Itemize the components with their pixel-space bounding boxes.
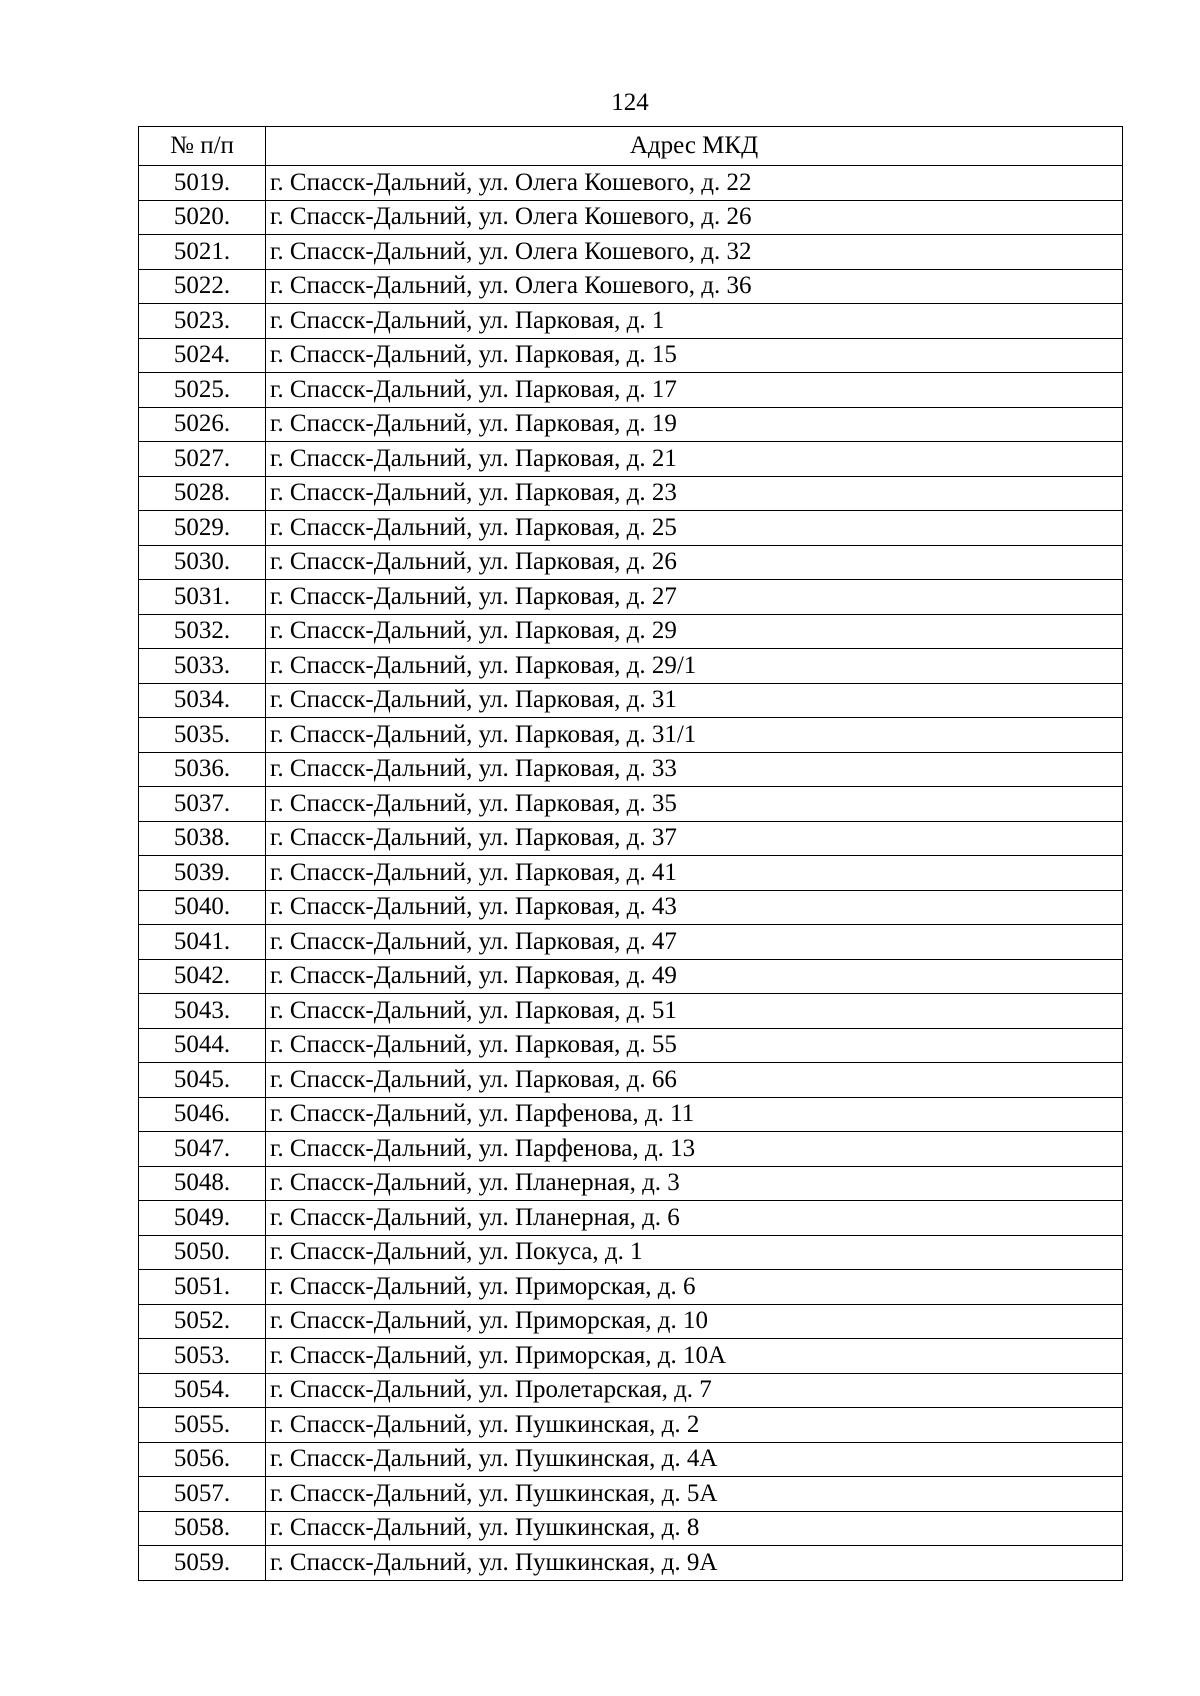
address-cell: г. Спасск-Дальний, ул. Парковая, д. 41 <box>266 856 1123 891</box>
row-number-cell: 5059. <box>139 1546 266 1581</box>
table-row <box>139 1339 1123 1374</box>
address-cell: г. Спасск-Дальний, ул. Парковая, д. 51 <box>266 994 1123 1029</box>
address-cell: г. Спасск-Дальний, ул. Планерная, д. 6 <box>266 1201 1123 1236</box>
table-row <box>139 1304 1123 1339</box>
row-number-cell: 5050. <box>139 1235 266 1270</box>
address-cell: г. Спасск-Дальний, ул. Парковая, д. 26 <box>266 545 1123 580</box>
address-cell: г. Спасск-Дальний, ул. Парковая, д. 47 <box>266 925 1123 960</box>
row-number-cell: 5021. <box>139 235 266 270</box>
row-number-cell: 5026. <box>139 407 266 442</box>
table-row <box>139 1166 1123 1201</box>
address-cell: г. Спасск-Дальний, ул. Парковая, д. 25 <box>266 511 1123 546</box>
address-cell: г. Спасск-Дальний, ул. Приморская, д. 10А <box>266 1339 1123 1374</box>
address-cell: г. Спасск-Дальний, ул. Парковая, д. 35 <box>266 787 1123 822</box>
address-cell: г. Спасск-Дальний, ул. Парковая, д. 15 <box>266 338 1123 373</box>
table-row <box>139 511 1123 546</box>
row-number-cell: 5019. <box>139 166 266 201</box>
row-number-cell: 5054. <box>139 1373 266 1408</box>
address-cell: г. Спасск-Дальний, ул. Парковая, д. 1 <box>266 304 1123 339</box>
row-number-cell: 5028. <box>139 476 266 511</box>
address-cell: г. Спасск-Дальний, ул. Пролетарская, д. 7 <box>266 1373 1123 1408</box>
row-number-cell: 5044. <box>139 1028 266 1063</box>
row-number-cell: 5029. <box>139 511 266 546</box>
table-row <box>139 683 1123 718</box>
row-number-cell: 5048. <box>139 1166 266 1201</box>
row-number-cell: 5040. <box>139 890 266 925</box>
row-number-cell: 5047. <box>139 1132 266 1167</box>
row-number-cell: 5055. <box>139 1408 266 1443</box>
address-cell: г. Спасск-Дальний, ул. Приморская, д. 6 <box>266 1270 1123 1305</box>
table-row <box>139 1270 1123 1305</box>
table-row <box>139 166 1123 201</box>
row-number-cell: 5045. <box>139 1063 266 1098</box>
table-row <box>139 1442 1123 1477</box>
address-cell: г. Спасск-Дальний, ул. Планерная, д. 3 <box>266 1166 1123 1201</box>
address-cell: г. Спасск-Дальний, ул. Парковая, д. 27 <box>266 580 1123 615</box>
row-number-cell: 5022. <box>139 269 266 304</box>
table-row <box>139 407 1123 442</box>
table-row <box>139 752 1123 787</box>
address-cell: г. Спасск-Дальний, ул. Парфенова, д. 11 <box>266 1097 1123 1132</box>
table-row <box>139 545 1123 580</box>
row-number-cell: 5042. <box>139 959 266 994</box>
table-row <box>139 925 1123 960</box>
column-header-number: № п/п <box>139 127 266 166</box>
table-row <box>139 890 1123 925</box>
column-header-address: Адрес МКД <box>266 127 1123 166</box>
row-number-cell: 5025. <box>139 373 266 408</box>
address-cell: г. Спасск-Дальний, ул. Олега Кошевого, д. 22 <box>266 166 1123 201</box>
row-number-cell: 5043. <box>139 994 266 1029</box>
table-row <box>139 787 1123 822</box>
address-cell: г. Спасск-Дальний, ул. Покуса, д. 1 <box>266 1235 1123 1270</box>
row-number-cell: 5020. <box>139 200 266 235</box>
row-number-cell: 5023. <box>139 304 266 339</box>
address-cell: г. Спасск-Дальний, ул. Олега Кошевого, д. 32 <box>266 235 1123 270</box>
address-cell: г. Спасск-Дальний, ул. Парковая, д. 55 <box>266 1028 1123 1063</box>
table-row <box>139 1201 1123 1236</box>
table-row <box>139 1477 1123 1512</box>
row-number-cell: 5036. <box>139 752 266 787</box>
table-row <box>139 1373 1123 1408</box>
row-number-cell: 5033. <box>139 649 266 684</box>
address-cell: г. Спасск-Дальний, ул. Парковая, д. 17 <box>266 373 1123 408</box>
address-cell: г. Спасск-Дальний, ул. Парковая, д. 19 <box>266 407 1123 442</box>
table-row <box>139 580 1123 615</box>
address-cell: г. Спасск-Дальний, ул. Парфенова, д. 13 <box>266 1132 1123 1167</box>
address-cell: г. Спасск-Дальний, ул. Парковая, д. 43 <box>266 890 1123 925</box>
address-cell: г. Спасск-Дальний, ул. Парковая, д. 21 <box>266 442 1123 477</box>
row-number-cell: 5030. <box>139 545 266 580</box>
table-row <box>139 614 1123 649</box>
address-cell: г. Спасск-Дальний, ул. Парковая, д. 33 <box>266 752 1123 787</box>
address-cell: г. Спасск-Дальний, ул. Олега Кошевого, д. 36 <box>266 269 1123 304</box>
table-row <box>139 1028 1123 1063</box>
row-number-cell: 5032. <box>139 614 266 649</box>
mkd-address-table <box>138 126 1123 1581</box>
table-row <box>139 476 1123 511</box>
table-row <box>139 373 1123 408</box>
table-row <box>139 200 1123 235</box>
table-row <box>139 338 1123 373</box>
row-number-cell: 5052. <box>139 1304 266 1339</box>
row-number-cell: 5027. <box>139 442 266 477</box>
row-number-cell: 5049. <box>139 1201 266 1236</box>
address-cell: г. Спасск-Дальний, ул. Парковая, д. 29/1 <box>266 649 1123 684</box>
table-row <box>139 821 1123 856</box>
address-cell: г. Спасск-Дальний, ул. Парковая, д. 66 <box>266 1063 1123 1098</box>
row-number-cell: 5057. <box>139 1477 266 1512</box>
table-row <box>139 304 1123 339</box>
row-number-cell: 5034. <box>139 683 266 718</box>
page-number: 124 <box>611 89 649 116</box>
table-row <box>139 1235 1123 1270</box>
table-row <box>139 1063 1123 1098</box>
row-number-cell: 5031. <box>139 580 266 615</box>
table-row <box>139 269 1123 304</box>
address-cell: г. Спасск-Дальний, ул. Парковая, д. 31 <box>266 683 1123 718</box>
address-cell: г. Спасск-Дальний, ул. Пушкинская, д. 4А <box>266 1442 1123 1477</box>
address-cell: г. Спасск-Дальний, ул. Олега Кошевого, д. 26 <box>266 200 1123 235</box>
address-cell: г. Спасск-Дальний, ул. Пушкинская, д. 5А <box>266 1477 1123 1512</box>
table-row <box>139 235 1123 270</box>
table-row <box>139 1511 1123 1546</box>
table-row <box>139 959 1123 994</box>
address-cell: г. Спасск-Дальний, ул. Парковая, д. 37 <box>266 821 1123 856</box>
table-row <box>139 1097 1123 1132</box>
address-cell: г. Спасск-Дальний, ул. Парковая, д. 49 <box>266 959 1123 994</box>
table-row <box>139 1546 1123 1581</box>
row-number-cell: 5053. <box>139 1339 266 1374</box>
table-header-row <box>139 127 1123 166</box>
table-body <box>139 166 1123 1581</box>
row-number-cell: 5039. <box>139 856 266 891</box>
row-number-cell: 5037. <box>139 787 266 822</box>
address-cell: г. Спасск-Дальний, ул. Пушкинская, д. 2 <box>266 1408 1123 1443</box>
address-cell: г. Спасск-Дальний, ул. Парковая, д. 29 <box>266 614 1123 649</box>
row-number-cell: 5041. <box>139 925 266 960</box>
address-cell: г. Спасск-Дальний, ул. Парковая, д. 23 <box>266 476 1123 511</box>
row-number-cell: 5024. <box>139 338 266 373</box>
table-row <box>139 994 1123 1029</box>
row-number-cell: 5035. <box>139 718 266 753</box>
address-cell: г. Спасск-Дальний, ул. Пушкинская, д. 8 <box>266 1511 1123 1546</box>
row-number-cell: 5056. <box>139 1442 266 1477</box>
address-cell: г. Спасск-Дальний, ул. Парковая, д. 31/1 <box>266 718 1123 753</box>
row-number-cell: 5038. <box>139 821 266 856</box>
table-row <box>139 1408 1123 1443</box>
table-row <box>139 442 1123 477</box>
row-number-cell: 5046. <box>139 1097 266 1132</box>
row-number-cell: 5051. <box>139 1270 266 1305</box>
table-row <box>139 649 1123 684</box>
row-number-cell: 5058. <box>139 1511 266 1546</box>
table-row <box>139 718 1123 753</box>
address-cell: г. Спасск-Дальний, ул. Приморская, д. 10 <box>266 1304 1123 1339</box>
address-cell: г. Спасск-Дальний, ул. Пушкинская, д. 9А <box>266 1546 1123 1581</box>
table-row <box>139 1132 1123 1167</box>
table-row <box>139 856 1123 891</box>
